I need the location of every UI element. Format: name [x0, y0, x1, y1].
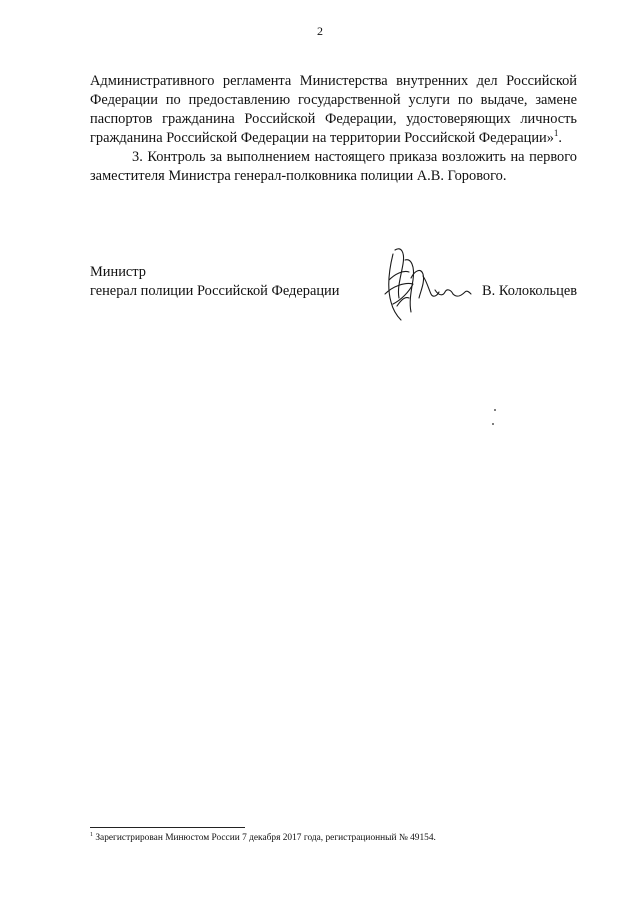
footnote-reference: 1	[553, 128, 559, 139]
paragraph-1-text: Административного регламента Министерства внутренних дел Российской Федерации по предоставлению государственной услуги по выдаче, замене паспортов гражданина Российской Федерации, удостоверяющих личность гражданина Российской Федерации на территории Российской Федерации»	[90, 73, 577, 146]
signatory-rank: генерал полиции Российской Федерации	[90, 283, 340, 299]
scan-speck	[494, 409, 496, 411]
signatory-position: Министр	[90, 264, 146, 280]
signatory-name: В. Колокольцев	[482, 283, 577, 299]
footnote-mark: 1	[90, 831, 93, 838]
handwritten-signature	[375, 240, 477, 324]
body-text	[90, 72, 577, 186]
paragraph-2: 3. Контроль за выполнением настоящего приказа возложить на первого заместителя Министра генерал-полковника полиции А.В. Горового.	[90, 149, 577, 184]
signatory-title-block	[90, 263, 339, 301]
paragraph-1-end: .	[558, 130, 563, 146]
page-number: 2	[317, 24, 323, 38]
paragraph-1	[90, 72, 577, 148]
scan-speck	[492, 423, 494, 425]
footnote-separator	[90, 827, 245, 828]
footnote-text: Зарегистрирован Минюстом России 7 декабря 2017 года, регистрационный № 49154.	[95, 833, 436, 843]
footnote	[90, 832, 436, 844]
